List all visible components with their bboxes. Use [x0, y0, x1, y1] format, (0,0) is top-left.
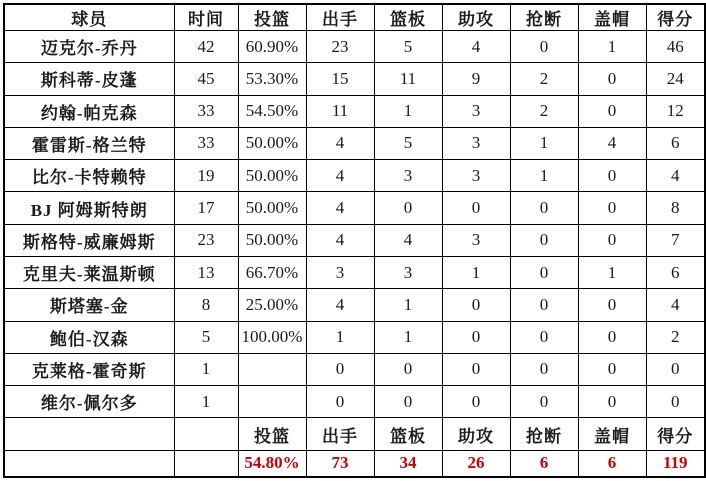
fga-cell: 4 — [306, 192, 374, 224]
total-points: 119 — [646, 450, 705, 477]
rebounds-cell: 3 — [374, 256, 442, 288]
rebounds-cell: 1 — [374, 289, 442, 321]
points-cell: 4 — [646, 289, 705, 321]
rebounds-cell: 4 — [374, 224, 442, 256]
points-cell: 12 — [646, 95, 705, 127]
rebounds-cell: 11 — [374, 63, 442, 95]
minutes-cell: 1 — [174, 353, 238, 385]
total-empty-cell — [174, 450, 238, 477]
player-name-cell: 斯科蒂-皮蓬 — [4, 63, 174, 95]
header-steals: 抢断 — [510, 4, 578, 31]
fga-cell: 15 — [306, 63, 374, 95]
rebounds-cell: 0 — [374, 192, 442, 224]
steals-cell: 0 — [510, 31, 578, 63]
assists-cell: 0 — [442, 353, 510, 385]
footer-label-rebounds: 篮板 — [374, 418, 442, 450]
table-row — [4, 353, 705, 385]
blocks-cell: 0 — [578, 224, 646, 256]
assists-cell: 3 — [442, 224, 510, 256]
footer-label-fga: 出手 — [306, 418, 374, 450]
player-name-cell: 迈克尔-乔丹 — [4, 31, 174, 63]
header-minutes: 时间 — [174, 4, 238, 31]
fga-cell: 1 — [306, 321, 374, 353]
steals-cell: 1 — [510, 127, 578, 159]
total-steals: 6 — [510, 450, 578, 477]
blocks-cell: 1 — [578, 31, 646, 63]
steals-cell: 1 — [510, 160, 578, 192]
fg-pct-cell — [238, 353, 306, 385]
total-assists: 26 — [442, 450, 510, 477]
total-empty-cell — [4, 450, 174, 477]
assists-cell: 0 — [442, 192, 510, 224]
totals-row — [4, 450, 705, 477]
fga-cell: 0 — [306, 353, 374, 385]
minutes-cell: 23 — [174, 224, 238, 256]
points-cell: 0 — [646, 386, 705, 418]
fga-cell: 3 — [306, 256, 374, 288]
fga-cell: 4 — [306, 127, 374, 159]
header-assists: 助攻 — [442, 4, 510, 31]
points-cell: 8 — [646, 192, 705, 224]
points-cell: 6 — [646, 256, 705, 288]
assists-cell: 0 — [442, 321, 510, 353]
minutes-cell: 5 — [174, 321, 238, 353]
header-fga: 出手 — [306, 4, 374, 31]
table-row — [4, 224, 705, 256]
player-name-cell: 比尔-卡特赖特 — [4, 160, 174, 192]
player-name-cell: 鲍伯-汉森 — [4, 321, 174, 353]
footer-label-steals: 抢断 — [510, 418, 578, 450]
player-name-cell: 克里夫-莱温斯顿 — [4, 256, 174, 288]
points-cell: 4 — [646, 160, 705, 192]
minutes-cell: 42 — [174, 31, 238, 63]
fg-pct-cell: 54.50% — [238, 95, 306, 127]
steals-cell: 0 — [510, 321, 578, 353]
assists-cell: 3 — [442, 95, 510, 127]
fga-cell: 4 — [306, 160, 374, 192]
table-row — [4, 95, 705, 127]
fga-cell: 11 — [306, 95, 374, 127]
points-cell: 46 — [646, 31, 705, 63]
points-cell: 0 — [646, 353, 705, 385]
player-name-cell: 斯塔塞-金 — [4, 289, 174, 321]
assists-cell: 9 — [442, 63, 510, 95]
table-row — [4, 31, 705, 63]
player-name-cell: 斯格特-威廉姆斯 — [4, 224, 174, 256]
steals-cell: 0 — [510, 192, 578, 224]
box-score-table — [3, 3, 706, 478]
assists-cell: 0 — [442, 386, 510, 418]
fg-pct-cell: 50.00% — [238, 224, 306, 256]
header-blocks: 盖帽 — [578, 4, 646, 31]
player-name-cell: 克莱格-霍奇斯 — [4, 353, 174, 385]
header-points: 得分 — [646, 4, 705, 31]
fg-pct-cell: 66.70% — [238, 256, 306, 288]
minutes-cell: 13 — [174, 256, 238, 288]
total-fg-pct: 54.80% — [238, 450, 306, 477]
rebounds-cell: 1 — [374, 95, 442, 127]
footer-label-points: 得分 — [646, 418, 705, 450]
fg-pct-cell: 25.00% — [238, 289, 306, 321]
table-row — [4, 160, 705, 192]
minutes-cell: 1 — [174, 386, 238, 418]
fg-pct-cell: 50.00% — [238, 160, 306, 192]
footer-label-fg-pct: 投篮 — [238, 418, 306, 450]
minutes-cell: 8 — [174, 289, 238, 321]
assists-cell: 3 — [442, 127, 510, 159]
minutes-cell: 19 — [174, 160, 238, 192]
blocks-cell: 0 — [578, 386, 646, 418]
rebounds-cell: 0 — [374, 386, 442, 418]
steals-cell: 0 — [510, 386, 578, 418]
footer-label-row — [4, 418, 705, 450]
total-rebounds: 34 — [374, 450, 442, 477]
blocks-cell: 0 — [578, 63, 646, 95]
assists-cell: 3 — [442, 160, 510, 192]
header-row — [4, 4, 705, 31]
blocks-cell: 0 — [578, 289, 646, 321]
fg-pct-cell: 100.00% — [238, 321, 306, 353]
assists-cell: 4 — [442, 31, 510, 63]
fg-pct-cell: 50.00% — [238, 127, 306, 159]
blocks-cell: 0 — [578, 160, 646, 192]
steals-cell: 2 — [510, 63, 578, 95]
minutes-cell: 17 — [174, 192, 238, 224]
player-name-cell: 维尔-佩尔多 — [4, 386, 174, 418]
footer-label-blocks: 盖帽 — [578, 418, 646, 450]
header-rebounds: 篮板 — [374, 4, 442, 31]
fga-cell: 23 — [306, 31, 374, 63]
points-cell: 6 — [646, 127, 705, 159]
fg-pct-cell — [238, 386, 306, 418]
points-cell: 24 — [646, 63, 705, 95]
table-row — [4, 289, 705, 321]
rebounds-cell: 1 — [374, 321, 442, 353]
table-row — [4, 192, 705, 224]
header-player: 球员 — [4, 4, 174, 31]
table-row — [4, 63, 705, 95]
box-score-table-wrap — [3, 3, 704, 478]
total-blocks: 6 — [578, 450, 646, 477]
player-name-cell: 霍雷斯-格兰特 — [4, 127, 174, 159]
table-row — [4, 321, 705, 353]
footer-empty-cell — [174, 418, 238, 450]
table-row — [4, 256, 705, 288]
total-fga: 73 — [306, 450, 374, 477]
rebounds-cell: 5 — [374, 31, 442, 63]
steals-cell: 2 — [510, 95, 578, 127]
points-cell: 2 — [646, 321, 705, 353]
minutes-cell: 33 — [174, 95, 238, 127]
fg-pct-cell: 60.90% — [238, 31, 306, 63]
minutes-cell: 45 — [174, 63, 238, 95]
blocks-cell: 1 — [578, 256, 646, 288]
steals-cell: 0 — [510, 256, 578, 288]
steals-cell: 0 — [510, 353, 578, 385]
rebounds-cell: 0 — [374, 353, 442, 385]
footer-empty-cell — [4, 418, 174, 450]
steals-cell: 0 — [510, 224, 578, 256]
blocks-cell: 4 — [578, 127, 646, 159]
header-fg-pct: 投篮 — [238, 4, 306, 31]
blocks-cell: 0 — [578, 192, 646, 224]
rebounds-cell: 5 — [374, 127, 442, 159]
minutes-cell: 33 — [174, 127, 238, 159]
fga-cell: 0 — [306, 386, 374, 418]
fga-cell: 4 — [306, 224, 374, 256]
fga-cell: 4 — [306, 289, 374, 321]
fg-pct-cell: 50.00% — [238, 192, 306, 224]
points-cell: 7 — [646, 224, 705, 256]
footer-label-assists: 助攻 — [442, 418, 510, 450]
assists-cell: 1 — [442, 256, 510, 288]
table-row — [4, 386, 705, 418]
blocks-cell: 0 — [578, 353, 646, 385]
player-name-cell: 约翰-帕克森 — [4, 95, 174, 127]
rebounds-cell: 3 — [374, 160, 442, 192]
assists-cell: 0 — [442, 289, 510, 321]
blocks-cell: 0 — [578, 95, 646, 127]
fg-pct-cell: 53.30% — [238, 63, 306, 95]
table-row — [4, 127, 705, 159]
steals-cell: 0 — [510, 289, 578, 321]
blocks-cell: 0 — [578, 321, 646, 353]
player-name-cell: BJ 阿姆斯特朗 — [4, 192, 174, 224]
